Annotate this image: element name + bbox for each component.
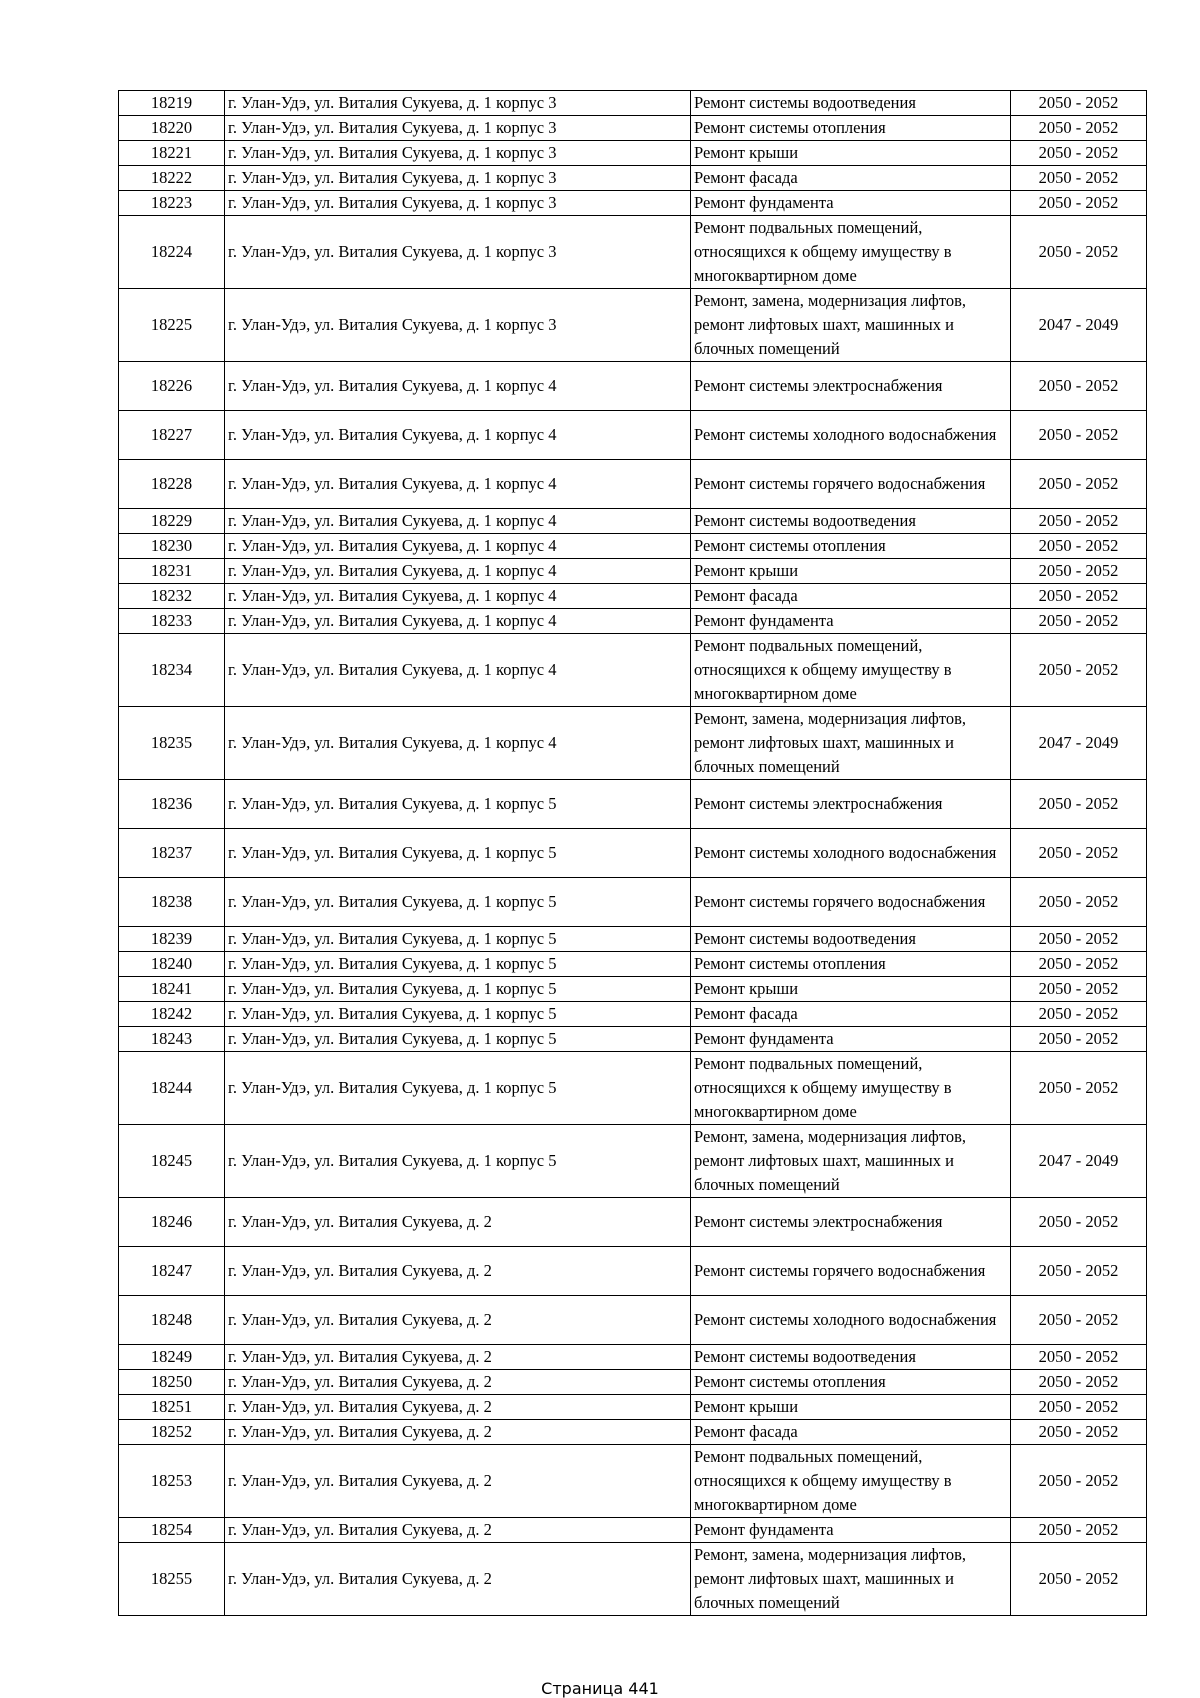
period-cell: 2050 - 2052 <box>1011 1027 1147 1052</box>
address-cell: г. Улан-Удэ, ул. Виталия Сукуева, д. 1 корпус 4 <box>225 460 691 509</box>
work-type-cell: Ремонт подвальных помещений, относящихся к общему имуществу в многоквартирном доме <box>691 1445 1011 1518</box>
period-cell: 2050 - 2052 <box>1011 91 1147 116</box>
period-cell: 2050 - 2052 <box>1011 559 1147 584</box>
row-number-cell: 18249 <box>119 1345 225 1370</box>
period-cell: 2050 - 2052 <box>1011 1445 1147 1518</box>
table-row <box>119 1345 1147 1370</box>
period-cell: 2050 - 2052 <box>1011 952 1147 977</box>
repair-schedule-table <box>118 90 1147 1616</box>
row-number-cell: 18238 <box>119 878 225 927</box>
work-type-cell: Ремонт системы горячего водоснабжения <box>691 878 1011 927</box>
work-type-cell: Ремонт системы электроснабжения <box>691 362 1011 411</box>
table-row <box>119 1125 1147 1198</box>
work-type-cell: Ремонт фасада <box>691 166 1011 191</box>
table-row <box>119 289 1147 362</box>
table-row <box>119 1420 1147 1445</box>
address-cell: г. Улан-Удэ, ул. Виталия Сукуева, д. 1 корпус 4 <box>225 411 691 460</box>
work-type-cell: Ремонт системы электроснабжения <box>691 1198 1011 1247</box>
work-type-cell: Ремонт системы горячего водоснабжения <box>691 1247 1011 1296</box>
table-row <box>119 460 1147 509</box>
period-cell: 2050 - 2052 <box>1011 1345 1147 1370</box>
address-cell: г. Улан-Удэ, ул. Виталия Сукуева, д. 2 <box>225 1345 691 1370</box>
period-cell: 2050 - 2052 <box>1011 1052 1147 1125</box>
row-number-cell: 18252 <box>119 1420 225 1445</box>
table-row <box>119 116 1147 141</box>
row-number-cell: 18221 <box>119 141 225 166</box>
period-cell: 2050 - 2052 <box>1011 362 1147 411</box>
address-cell: г. Улан-Удэ, ул. Виталия Сукуева, д. 2 <box>225 1395 691 1420</box>
period-cell: 2050 - 2052 <box>1011 1395 1147 1420</box>
period-cell: 2050 - 2052 <box>1011 411 1147 460</box>
address-cell: г. Улан-Удэ, ул. Виталия Сукуева, д. 1 корпус 3 <box>225 91 691 116</box>
row-number-cell: 18230 <box>119 534 225 559</box>
address-cell: г. Улан-Удэ, ул. Виталия Сукуева, д. 1 корпус 4 <box>225 509 691 534</box>
address-cell: г. Улан-Удэ, ул. Виталия Сукуева, д. 1 корпус 4 <box>225 634 691 707</box>
row-number-cell: 18248 <box>119 1296 225 1345</box>
table-row <box>119 780 1147 829</box>
address-cell: г. Улан-Удэ, ул. Виталия Сукуева, д. 1 корпус 5 <box>225 1125 691 1198</box>
table-row <box>119 1370 1147 1395</box>
work-type-cell: Ремонт фундамента <box>691 191 1011 216</box>
row-number-cell: 18243 <box>119 1027 225 1052</box>
table-row <box>119 1518 1147 1543</box>
address-cell: г. Улан-Удэ, ул. Виталия Сукуева, д. 1 корпус 3 <box>225 141 691 166</box>
period-cell: 2050 - 2052 <box>1011 216 1147 289</box>
page-number: Страница 441 <box>541 1679 659 1698</box>
work-type-cell: Ремонт системы отопления <box>691 116 1011 141</box>
work-type-cell: Ремонт фундамента <box>691 609 1011 634</box>
table-row <box>119 1052 1147 1125</box>
address-cell: г. Улан-Удэ, ул. Виталия Сукуева, д. 2 <box>225 1445 691 1518</box>
work-type-cell: Ремонт системы горячего водоснабжения <box>691 460 1011 509</box>
address-cell: г. Улан-Удэ, ул. Виталия Сукуева, д. 1 корпус 3 <box>225 289 691 362</box>
work-type-cell: Ремонт системы отопления <box>691 534 1011 559</box>
address-cell: г. Улан-Удэ, ул. Виталия Сукуева, д. 1 корпус 5 <box>225 878 691 927</box>
table-row <box>119 1198 1147 1247</box>
address-cell: г. Улан-Удэ, ул. Виталия Сукуева, д. 2 <box>225 1370 691 1395</box>
work-type-cell: Ремонт крыши <box>691 977 1011 1002</box>
work-type-cell: Ремонт системы водоотведения <box>691 509 1011 534</box>
row-number-cell: 18225 <box>119 289 225 362</box>
period-cell: 2050 - 2052 <box>1011 141 1147 166</box>
table-row <box>119 534 1147 559</box>
period-cell: 2050 - 2052 <box>1011 1420 1147 1445</box>
table-row <box>119 166 1147 191</box>
work-type-cell: Ремонт системы водоотведения <box>691 927 1011 952</box>
row-number-cell: 18232 <box>119 584 225 609</box>
table-row <box>119 1002 1147 1027</box>
table-row <box>119 952 1147 977</box>
period-cell: 2047 - 2049 <box>1011 289 1147 362</box>
table-row <box>119 141 1147 166</box>
table-row <box>119 584 1147 609</box>
period-cell: 2050 - 2052 <box>1011 1370 1147 1395</box>
work-type-cell: Ремонт системы водоотведения <box>691 91 1011 116</box>
address-cell: г. Улан-Удэ, ул. Виталия Сукуева, д. 2 <box>225 1420 691 1445</box>
address-cell: г. Улан-Удэ, ул. Виталия Сукуева, д. 2 <box>225 1198 691 1247</box>
table-row <box>119 609 1147 634</box>
work-type-cell: Ремонт системы холодного водоснабжения <box>691 829 1011 878</box>
address-cell: г. Улан-Удэ, ул. Виталия Сукуева, д. 1 корпус 5 <box>225 1052 691 1125</box>
table-row <box>119 509 1147 534</box>
period-cell: 2050 - 2052 <box>1011 116 1147 141</box>
row-number-cell: 18245 <box>119 1125 225 1198</box>
table-row <box>119 191 1147 216</box>
address-cell: г. Улан-Удэ, ул. Виталия Сукуева, д. 1 корпус 5 <box>225 927 691 952</box>
address-cell: г. Улан-Удэ, ул. Виталия Сукуева, д. 1 корпус 5 <box>225 952 691 977</box>
address-cell: г. Улан-Удэ, ул. Виталия Сукуева, д. 2 <box>225 1518 691 1543</box>
table-row <box>119 1296 1147 1345</box>
address-cell: г. Улан-Удэ, ул. Виталия Сукуева, д. 1 корпус 5 <box>225 1027 691 1052</box>
table-row <box>119 216 1147 289</box>
work-type-cell: Ремонт системы холодного водоснабжения <box>691 411 1011 460</box>
work-type-cell: Ремонт подвальных помещений, относящихся к общему имуществу в многоквартирном доме <box>691 634 1011 707</box>
address-cell: г. Улан-Удэ, ул. Виталия Сукуева, д. 1 корпус 4 <box>225 559 691 584</box>
address-cell: г. Улан-Удэ, ул. Виталия Сукуева, д. 1 корпус 4 <box>225 609 691 634</box>
row-number-cell: 18233 <box>119 609 225 634</box>
period-cell: 2050 - 2052 <box>1011 191 1147 216</box>
work-type-cell: Ремонт подвальных помещений, относящихся к общему имуществу в многоквартирном доме <box>691 216 1011 289</box>
row-number-cell: 18242 <box>119 1002 225 1027</box>
work-type-cell: Ремонт крыши <box>691 559 1011 584</box>
work-type-cell: Ремонт системы водоотведения <box>691 1345 1011 1370</box>
row-number-cell: 18235 <box>119 707 225 780</box>
row-number-cell: 18234 <box>119 634 225 707</box>
table-row <box>119 1027 1147 1052</box>
address-cell: г. Улан-Удэ, ул. Виталия Сукуева, д. 2 <box>225 1543 691 1616</box>
period-cell: 2050 - 2052 <box>1011 977 1147 1002</box>
row-number-cell: 18220 <box>119 116 225 141</box>
address-cell: г. Улан-Удэ, ул. Виталия Сукуева, д. 2 <box>225 1247 691 1296</box>
address-cell: г. Улан-Удэ, ул. Виталия Сукуева, д. 1 корпус 5 <box>225 829 691 878</box>
row-number-cell: 18253 <box>119 1445 225 1518</box>
period-cell: 2050 - 2052 <box>1011 609 1147 634</box>
work-type-cell: Ремонт, замена, модернизация лифтов, ремонт лифтовых шахт, машинных и блочных помещений <box>691 289 1011 362</box>
address-cell: г. Улан-Удэ, ул. Виталия Сукуева, д. 1 корпус 3 <box>225 191 691 216</box>
row-number-cell: 18229 <box>119 509 225 534</box>
address-cell: г. Улан-Удэ, ул. Виталия Сукуева, д. 1 корпус 5 <box>225 780 691 829</box>
row-number-cell: 18244 <box>119 1052 225 1125</box>
row-number-cell: 18241 <box>119 977 225 1002</box>
period-cell: 2050 - 2052 <box>1011 634 1147 707</box>
work-type-cell: Ремонт фундамента <box>691 1518 1011 1543</box>
work-type-cell: Ремонт крыши <box>691 1395 1011 1420</box>
period-cell: 2050 - 2052 <box>1011 780 1147 829</box>
table-row <box>119 1445 1147 1518</box>
address-cell: г. Улан-Удэ, ул. Виталия Сукуева, д. 1 корпус 4 <box>225 534 691 559</box>
period-cell: 2050 - 2052 <box>1011 1518 1147 1543</box>
row-number-cell: 18251 <box>119 1395 225 1420</box>
address-cell: г. Улан-Удэ, ул. Виталия Сукуева, д. 1 корпус 3 <box>225 116 691 141</box>
period-cell: 2047 - 2049 <box>1011 1125 1147 1198</box>
period-cell: 2050 - 2052 <box>1011 166 1147 191</box>
address-cell: г. Улан-Удэ, ул. Виталия Сукуева, д. 2 <box>225 1296 691 1345</box>
row-number-cell: 18228 <box>119 460 225 509</box>
table-row <box>119 91 1147 116</box>
row-number-cell: 18224 <box>119 216 225 289</box>
table-row <box>119 1543 1147 1616</box>
row-number-cell: 18237 <box>119 829 225 878</box>
address-cell: г. Улан-Удэ, ул. Виталия Сукуева, д. 1 корпус 5 <box>225 1002 691 1027</box>
period-cell: 2050 - 2052 <box>1011 534 1147 559</box>
row-number-cell: 18255 <box>119 1543 225 1616</box>
row-number-cell: 18247 <box>119 1247 225 1296</box>
row-number-cell: 18222 <box>119 166 225 191</box>
work-type-cell: Ремонт, замена, модернизация лифтов, ремонт лифтовых шахт, машинных и блочных помещений <box>691 1125 1011 1198</box>
period-cell: 2050 - 2052 <box>1011 927 1147 952</box>
table-row <box>119 977 1147 1002</box>
work-type-cell: Ремонт фундамента <box>691 1027 1011 1052</box>
address-cell: г. Улан-Удэ, ул. Виталия Сукуева, д. 1 корпус 3 <box>225 216 691 289</box>
table-row <box>119 829 1147 878</box>
table-row <box>119 362 1147 411</box>
work-type-cell: Ремонт подвальных помещений, относящихся к общему имуществу в многоквартирном доме <box>691 1052 1011 1125</box>
period-cell: 2050 - 2052 <box>1011 1002 1147 1027</box>
table-row <box>119 634 1147 707</box>
row-number-cell: 18240 <box>119 952 225 977</box>
period-cell: 2050 - 2052 <box>1011 509 1147 534</box>
table-row <box>119 411 1147 460</box>
period-cell: 2050 - 2052 <box>1011 460 1147 509</box>
address-cell: г. Улан-Удэ, ул. Виталия Сукуева, д. 1 корпус 4 <box>225 707 691 780</box>
row-number-cell: 18236 <box>119 780 225 829</box>
address-cell: г. Улан-Удэ, ул. Виталия Сукуева, д. 1 корпус 4 <box>225 362 691 411</box>
work-type-cell: Ремонт фасада <box>691 1420 1011 1445</box>
period-cell: 2050 - 2052 <box>1011 1296 1147 1345</box>
repair-schedule-body <box>119 91 1147 1616</box>
row-number-cell: 18227 <box>119 411 225 460</box>
table-row <box>119 927 1147 952</box>
row-number-cell: 18246 <box>119 1198 225 1247</box>
period-cell: 2050 - 2052 <box>1011 1543 1147 1616</box>
row-number-cell: 18226 <box>119 362 225 411</box>
row-number-cell: 18223 <box>119 191 225 216</box>
table-row <box>119 1395 1147 1420</box>
period-cell: 2050 - 2052 <box>1011 584 1147 609</box>
work-type-cell: Ремонт системы отопления <box>691 952 1011 977</box>
row-number-cell: 18250 <box>119 1370 225 1395</box>
table-row <box>119 707 1147 780</box>
period-cell: 2050 - 2052 <box>1011 1198 1147 1247</box>
table-row <box>119 1247 1147 1296</box>
period-cell: 2050 - 2052 <box>1011 829 1147 878</box>
row-number-cell: 18239 <box>119 927 225 952</box>
work-type-cell: Ремонт, замена, модернизация лифтов, ремонт лифтовых шахт, машинных и блочных помещений <box>691 707 1011 780</box>
address-cell: г. Улан-Удэ, ул. Виталия Сукуева, д. 1 корпус 3 <box>225 166 691 191</box>
work-type-cell: Ремонт системы электроснабжения <box>691 780 1011 829</box>
work-type-cell: Ремонт системы холодного водоснабжения <box>691 1296 1011 1345</box>
table-row <box>119 878 1147 927</box>
work-type-cell: Ремонт фасада <box>691 584 1011 609</box>
period-cell: 2050 - 2052 <box>1011 878 1147 927</box>
work-type-cell: Ремонт, замена, модернизация лифтов, ремонт лифтовых шахт, машинных и блочных помещений <box>691 1543 1011 1616</box>
work-type-cell: Ремонт фасада <box>691 1002 1011 1027</box>
row-number-cell: 18219 <box>119 91 225 116</box>
row-number-cell: 18254 <box>119 1518 225 1543</box>
period-cell: 2047 - 2049 <box>1011 707 1147 780</box>
row-number-cell: 18231 <box>119 559 225 584</box>
address-cell: г. Улан-Удэ, ул. Виталия Сукуева, д. 1 корпус 4 <box>225 584 691 609</box>
work-type-cell: Ремонт системы отопления <box>691 1370 1011 1395</box>
work-type-cell: Ремонт крыши <box>691 141 1011 166</box>
address-cell: г. Улан-Удэ, ул. Виталия Сукуева, д. 1 корпус 5 <box>225 977 691 1002</box>
period-cell: 2050 - 2052 <box>1011 1247 1147 1296</box>
table-row <box>119 559 1147 584</box>
